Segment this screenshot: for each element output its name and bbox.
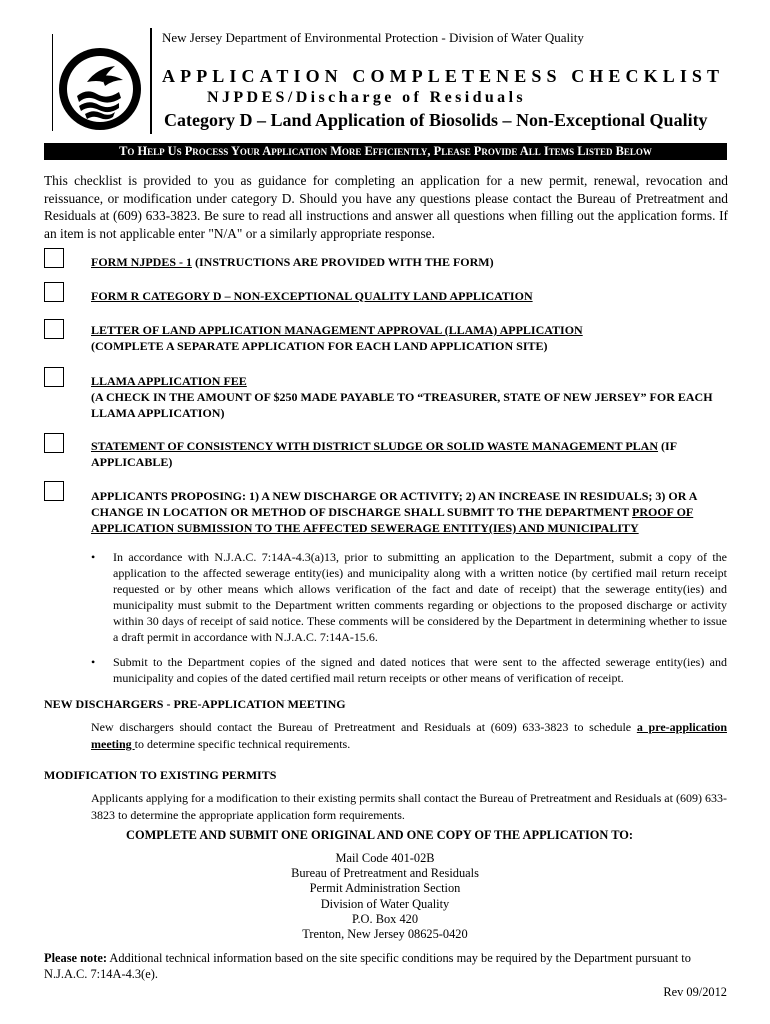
revision-date: Rev 09/2012 [663, 985, 727, 999]
new-dischargers-text: New dischargers should contact the Bureau of Pretreatment and Residuals at (609) 633-3823 to schedule a pre-application meeting to determine specific technical requirements. [91, 720, 727, 751]
address-line: P.O. Box 420 [351, 911, 419, 926]
requirements-bullet-list [91, 549, 727, 686]
checklist-item-form-r: FORM R CATEGORY D – NON-EXCEPTIONAL QUALITY LAND APPLICATION [91, 289, 533, 303]
document-subtitle: NJPDES/Discharge of Residuals [207, 89, 527, 106]
checkbox-llama-application[interactable] [44, 319, 64, 339]
modification-heading: MODIFICATION TO EXISTING PERMITS [44, 768, 277, 782]
agency-logo-frame [52, 34, 147, 131]
checkbox-statement-consistency[interactable] [44, 433, 64, 453]
submit-instructions-heading: COMPLETE AND SUBMIT ONE ORIGINAL AND ONE COPY OF THE APPLICATION TO: [126, 828, 634, 842]
njdep-seal-icon [57, 46, 143, 132]
address-line: Mail Code 401-02B [335, 851, 435, 865]
checkbox-form-r[interactable] [44, 282, 64, 302]
mailing-address [235, 851, 535, 942]
document-title: APPLICATION COMPLETENESS CHECKLIST [162, 66, 725, 86]
checklist-item-llama-fee: LLAMA APPLICATION FEE (A CHECK IN THE AMOUNT OF $250 MADE PAYABLE TO “TREASURER, STATE OF NEW JERSEY” FOR EACH LLAMA APPLICATION) [91, 374, 713, 420]
intro-paragraph: This checklist is provided to you as guidance for completing an application for a new permit, renewal, revocation and reissuance, or modification under category D. Should you have any questions please contact the Bureau of Pretreatment and Residuals at (609) 633-3823. Be sure to read all instructions and answer all questions when filling out the application forms. If an item is not applicable enter "N/A" or a similarly appropriate response. [44, 173, 728, 241]
checkbox-proof-of-submission[interactable] [44, 481, 64, 501]
checklist-item-llama-application: LETTER OF LAND APPLICATION MANAGEMENT APPROVAL (LLAMA) APPLICATION (COMPLETE A SEPARATE APPLICATION FOR EACH LAND APPLICATION SITE) [91, 323, 583, 353]
please-note: Please note: Additional technical information based on the site specific conditions may be required by the Department pursuant to N.J.A.C. 7:14A-4.3(e). [44, 951, 691, 981]
header-divider [150, 28, 152, 134]
address-line: Trenton, New Jersey 08625-0420 [302, 927, 468, 942]
checklist-item-proof-of-submission: APPLICANTS PROPOSING: 1) A NEW DISCHARGE OR ACTIVITY; 2) AN INCREASE IN RESIDUALS; 3) OR A CHANGE IN LOCATION OR METHOD OF DISCHARGE SHALL SUBMIT TO THE DEPARTMENT PROOF OF APPLICATION SUBMISSION TO THE AFFECTED SEWERAGE ENTITY(IES) AND MUNICIPALITY [91, 489, 697, 535]
checklist-item-statement-consistency: STATEMENT OF CONSISTENCY WITH DISTRICT SLUDGE OR SOLID WASTE MANAGEMENT PLAN (IF APPLICABLE) [91, 439, 677, 469]
department-name: New Jersey Department of Environmental Protection - Division of Water Quality [162, 30, 584, 45]
checkbox-form-njpdes-1[interactable] [44, 248, 64, 268]
note-label: Please note: [44, 951, 107, 965]
new-dischargers-heading: NEW DISCHARGERS - PRE-APPLICATION MEETING [44, 697, 346, 711]
checklist-item-form-njpdes-1: FORM NJPDES - 1 (INSTRUCTIONS ARE PROVIDED WITH THE FORM) [91, 255, 494, 269]
modification-text: Applicants applying for a modification to their existing permits shall contact the Bureau of Pretreatment and Residuals at (609) 633-3823 to determine the appropriate application form requirements. [91, 791, 727, 822]
bullet-icon: • [91, 550, 96, 564]
bullet-icon: • [91, 655, 96, 669]
address-line: Bureau of Pretreatment and Residuals [291, 866, 479, 881]
pre-application-meeting-link[interactable]: a pre-application meeting [91, 720, 727, 751]
address-line: Permit Administration Section [309, 881, 461, 896]
address-line: Division of Water Quality [320, 896, 450, 911]
instruction-banner: To Help Us Process Your Application More Efficiently, Please Provide All Items Listed Below [44, 143, 727, 160]
list-item: • In accordance with N.J.A.C. 7:14A-4.3(a)13, prior to submitting an application to the Department, submit a copy of the application to the affected sewerage entity(ies) and municipality along with a written notice (by certified mail return receipt requested or by other means which allows verification of the fact and date of receipt) that the sewerage entity(ies) and municipality must submit to the Department written comments regarding or objections to the proposed discharge or activity within 30 days of receipt of said notice. These comments will be considered by the Department in determining whether to issue a draft permit in accordance with N.J.A.C. 7:14A-15.6. [91, 550, 727, 644]
checkbox-llama-fee[interactable] [44, 367, 64, 387]
list-item: • Submit to the Department copies of the signed and dated notices that were sent to the affected sewerage entity(ies) and municipality and copies of the dated certified mail return receipts or other means of verification of receipt. [91, 655, 727, 685]
document-category: Category D – Land Application of Biosolids – Non-Exceptional Quality [164, 110, 708, 130]
